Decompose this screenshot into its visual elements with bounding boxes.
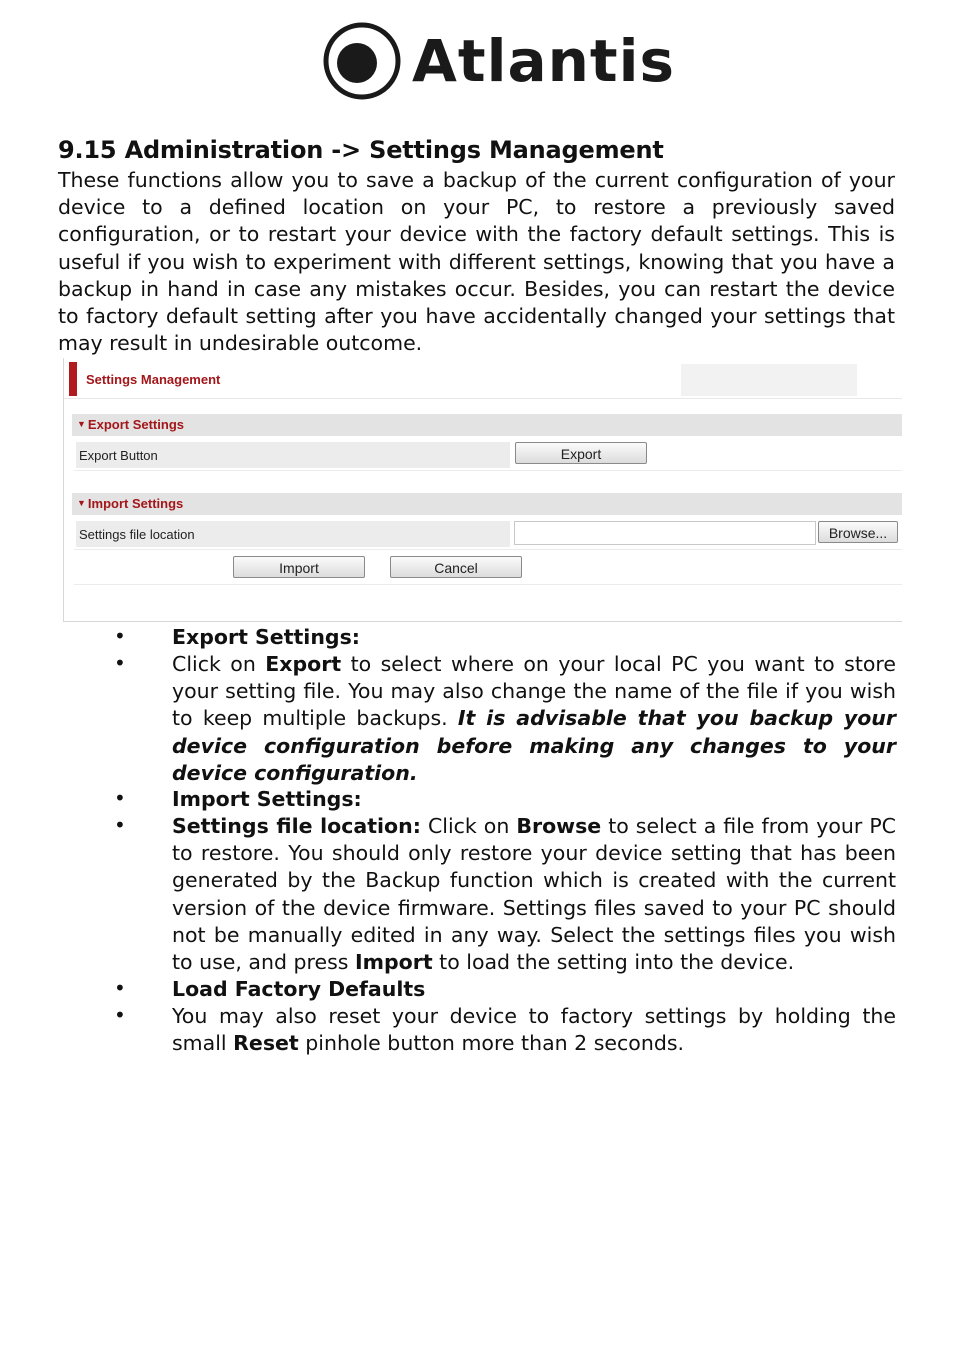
b6-reset-keyword: Reset (233, 1031, 299, 1056)
import-actions-row (74, 550, 902, 585)
section-intro: These functions allow you to save a backup of the current configuration of your device to a defined location on your PC, to restore a previously saved configuration, or to restart your device with the factory default settings. This is useful if you wish to experiment with different settings, knowing that you have a backup in hand in case any mistakes occur. Besides, you can restart the device to factory default setting after you have accidentally changed your settings that may result in undesirable outcome. (58, 168, 895, 356)
b4-browse-keyword: Browse (516, 814, 602, 838)
list-item (172, 651, 896, 787)
b4-pre-text: Click on (420, 814, 517, 838)
header-divider (64, 398, 902, 399)
export-settings-section-header[interactable] (72, 414, 902, 436)
settings-management-panel (63, 358, 902, 622)
list-item (172, 1003, 896, 1057)
b4-import-keyword: Import (354, 950, 433, 975)
import-row-label-cell (76, 521, 510, 547)
import-settings-section-header[interactable] (72, 493, 902, 515)
settings-file-input[interactable] (514, 521, 816, 545)
export-button-row (74, 440, 902, 471)
export-button[interactable]: Export (515, 442, 647, 464)
b2-pre-text: Click on (172, 652, 266, 676)
triangle-down-icon: ▼ (77, 419, 86, 429)
atlantis-logo (322, 20, 675, 102)
panel-header (69, 360, 902, 396)
import-button[interactable]: Import (233, 556, 365, 578)
list-item (172, 624, 896, 651)
import-settings-heading: Import Settings: (172, 787, 362, 811)
bullet-icon: • (114, 786, 126, 810)
list-item (172, 786, 896, 813)
panel-header-title: Settings Management (86, 372, 221, 387)
b2-body-text: to select where on your local PC you want to store your setting file. You may also change the name of the file if you wish to keep multiple backups. (172, 652, 896, 731)
header-placeholder-box (681, 364, 857, 396)
export-section-label: Export Settings (87, 417, 184, 432)
b4-end-text: to load the setting into the device. (432, 950, 795, 975)
b4-lead: Settings file location: (172, 814, 421, 838)
bullet-icon: • (114, 976, 126, 1000)
header-accent-bar (69, 362, 77, 396)
b4-body-text: to select a file from your PC to restore. You should only restore your device setting that has been generated by the Backup function which is created with the current version of the device firmware. Settings files saved to your PC should not be manually edited in any way. Select the settings files you wish to use, and press (172, 814, 896, 975)
section-title: 9.15 Administration -> Settings Management (58, 136, 664, 164)
bullet-icon: • (114, 1003, 126, 1027)
b2-advice-text: It is advisable that you backup your device configuration before making any changes to your device configuration. (172, 706, 897, 785)
bullet-icon: • (114, 651, 126, 675)
list-item (172, 813, 896, 976)
b2-export-keyword: Export (265, 652, 342, 676)
b6-end-text: pinhole button more than 2 seconds. (298, 1031, 685, 1056)
browse-button[interactable]: Browse... (818, 521, 898, 543)
triangle-down-icon: ▼ (77, 498, 86, 508)
list-item (172, 976, 896, 1003)
atlantis-logo-mark-icon (322, 21, 402, 101)
bullet-icon: • (114, 813, 126, 837)
export-row-label: Export Button (79, 448, 158, 463)
load-factory-defaults-heading: Load Factory Defaults (172, 977, 426, 1001)
logo-brand-text: Atlantis (412, 27, 676, 95)
export-settings-heading: Export Settings: (172, 625, 360, 649)
export-row-label-cell (76, 442, 510, 468)
b6-body-text: You may also reset your device to factory settings by holding the small (172, 1004, 896, 1056)
settings-file-location-row (74, 519, 902, 550)
import-row-label: Settings file location (79, 527, 195, 542)
cancel-button[interactable]: Cancel (390, 556, 522, 578)
import-section-label: Import Settings (87, 496, 184, 511)
bullet-icon: • (114, 624, 126, 648)
